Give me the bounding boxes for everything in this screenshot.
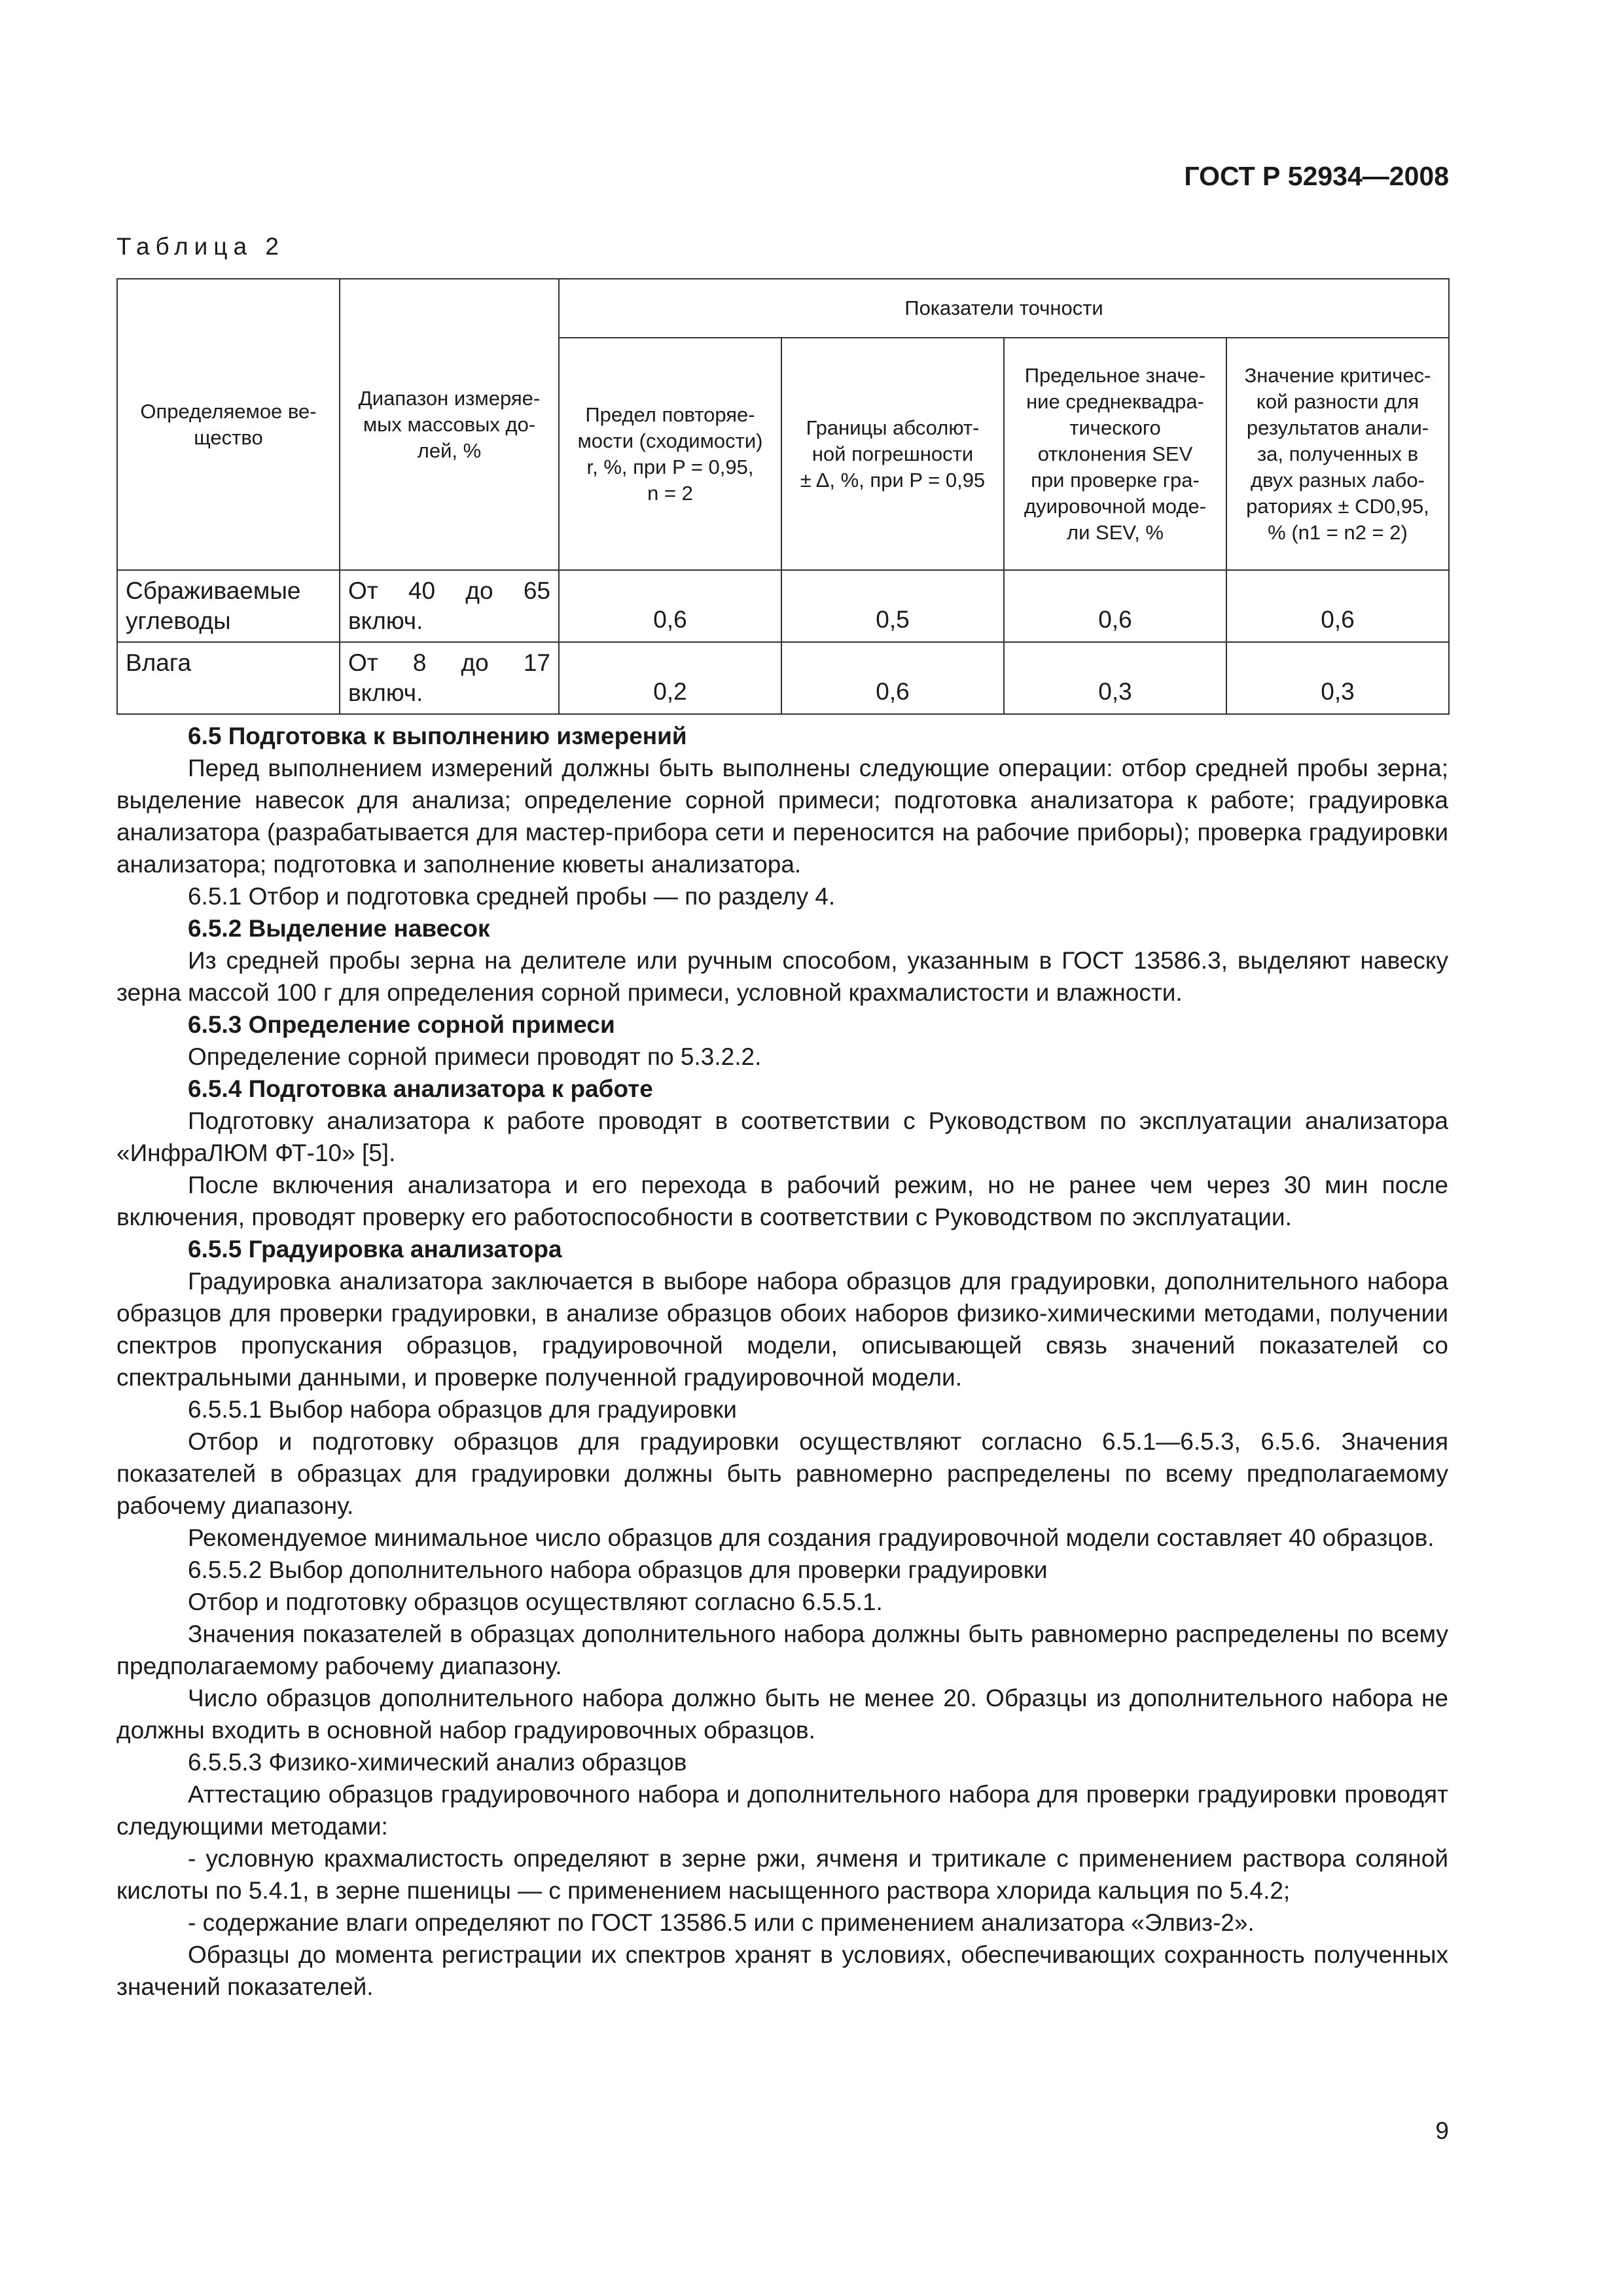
header-substance: Определяемое ве- щество (117, 279, 340, 570)
header-sev: Предельное значе- ние среднеквадра- тического отклонения SEV при проверке гра- дуировочной моде- ли SEV, % (1004, 338, 1226, 570)
cell-abs-error: 0,5 (781, 570, 1004, 642)
page-number: 9 (1435, 2117, 1449, 2144)
list-item: - условную крахмалистость определяют в зерне ржи, ячменя и тритикале с применением раствора соляной кислоты по 5.4.1, в зерне пшеницы — с применением насыщенного раствора хлорида кальция по 5.4.2; (116, 1845, 1448, 1904)
paragraph: Аттестацию образцов градуировочного набора и дополнительного набора для проверки градуировки проводят следующими методами: (116, 1781, 1448, 1840)
paragraph: Градуировка анализатора заключается в выборе набора образцов для градуировки, дополнительного набора образцов для проверки градуировки, в анализе образцов обоих наборов физико-химическими методами, получении спектров пропускания образцов, градуировочной модели, описывающей связь значений показателей со спектральными данными, и проверке полученной градуировочной модели. (116, 1268, 1448, 1391)
cell-abs-error: 0,6 (781, 642, 1004, 714)
table-row (117, 642, 1449, 714)
paragraph: Перед выполнением измерений должны быть выполнены следующие операции: отбор средней пробы зерна; выделение навесок для анализа; определение сорной примеси; подготовка анализатора к работе; градуировка анализатора (разрабатывается для мастер-прибора сети и переносится на рабочие приборы); проверка градуировки анализатора; подготовка и заполнение кюветы анализатора. (116, 755, 1448, 878)
cell-substance: Влага (117, 642, 340, 714)
header-critical-difference: Значение критичес- кой разности для результатов анали- за, полученных в двух разных лабо- раториях ± CD0,95, % (n1 = n2 = 2) (1226, 338, 1449, 570)
subsection-heading: 6.5.5.3 Физико-химический анализ образцов (188, 1749, 687, 1776)
paragraph: Подготовку анализатора к работе проводят в соответствии с Руководством по эксплуатации анализатора «ИнфраЛЮМ ФТ-10» [5]. (116, 1107, 1448, 1166)
body-text (116, 720, 1448, 2003)
section-heading: 6.5.2 Выделение навесок (188, 915, 490, 942)
paragraph: Отбор и подготовку образцов для градуировки осуществляют согласно 6.5.1—6.5.3, 6.5.6. Значения показателей в образцах для градуировки должны быть равномерно распределены по всему предполагаемому рабочему диапазону. (116, 1428, 1448, 1519)
table-caption: Таблица 2 (116, 233, 285, 260)
table-row (117, 570, 1449, 642)
subsection-heading: 6.5.5.1 Выбор набора образцов для градуировки (188, 1396, 737, 1423)
cell-critical-difference: 0,3 (1226, 642, 1449, 714)
section-heading: 6.5.5 Градуировка анализатора (188, 1236, 562, 1263)
cell-repeatability: 0,6 (559, 570, 781, 642)
header-range: Диапазон измеряе- мых массовых до- лей, % (340, 279, 559, 570)
cell-repeatability: 0,2 (559, 642, 781, 714)
paragraph: Из средней пробы зерна на делителе или ручным способом, указанным в ГОСТ 13586.3, выделяют навеску зерна массой 100 г для определения сорной примеси, условной крахмалистости и влажности. (116, 947, 1448, 1006)
paragraph: Число образцов дополнительного набора должно быть не менее 20. Образцы из дополнительного набора не должны входить в основной набор градуировочных образцов. (116, 1685, 1448, 1744)
cell-sev: 0,3 (1004, 642, 1226, 714)
cell-sev: 0,6 (1004, 570, 1226, 642)
section-heading: 6.5.3 Определение сорной примеси (188, 1011, 615, 1038)
section-heading: 6.5 Подготовка к выполнению измерений (188, 723, 687, 749)
header-repeatability: Предел повторяе- мости (сходимости) r, %, при P = 0,95, n = 2 (559, 338, 781, 570)
header-abs-error: Границы абсолют- ной погрешности ± Δ, %, при P = 0,95 (781, 338, 1004, 570)
accuracy-table (116, 278, 1450, 715)
paragraph: Определение сорной примеси проводят по 5.3.2.2. (188, 1043, 762, 1070)
cell-range: От 40 до 65 включ. (340, 570, 559, 642)
paragraph: После включения анализатора и его перехода в рабочий режим, но не ранее чем через 30 мин после включения, проводят проверку его работоспособности в соответствии с Руководством по эксплуатации. (116, 1172, 1448, 1230)
header-accuracy-group: Показатели точности (559, 279, 1449, 338)
section-heading: 6.5.4 Подготовка анализатора к работе (188, 1075, 653, 1102)
paragraph: Отбор и подготовку образцов осуществляют согласно 6.5.5.1. (188, 1588, 883, 1615)
paragraph: Рекомендуемое минимальное число образцов для создания градуировочной модели составляет 40 образцов. (188, 1524, 1435, 1551)
document-code: ГОСТ Р 52934—2008 (1184, 161, 1449, 191)
cell-critical-difference: 0,6 (1226, 570, 1449, 642)
cell-range: От 8 до 17 включ. (340, 642, 559, 714)
subsection-heading: 6.5.5.2 Выбор дополнительного набора образцов для проверки градуировки (188, 1556, 1048, 1583)
cell-substance: Сбраживаемые углеводы (117, 570, 340, 642)
paragraph: Образцы до момента регистрации их спектров хранят в условиях, обеспечивающих сохранность полученных значений показателей. (116, 1941, 1448, 2000)
list-item: - содержание влаги определяют по ГОСТ 13586.5 или с применением анализатора «Элвиз-2». (188, 1909, 1255, 1936)
paragraph: Значения показателей в образцах дополнительного набора должны быть равномерно распределены по всему предполагаемому рабочему диапазону. (116, 1621, 1448, 1679)
paragraph: 6.5.1 Отбор и подготовка средней пробы — по разделу 4. (188, 883, 836, 910)
